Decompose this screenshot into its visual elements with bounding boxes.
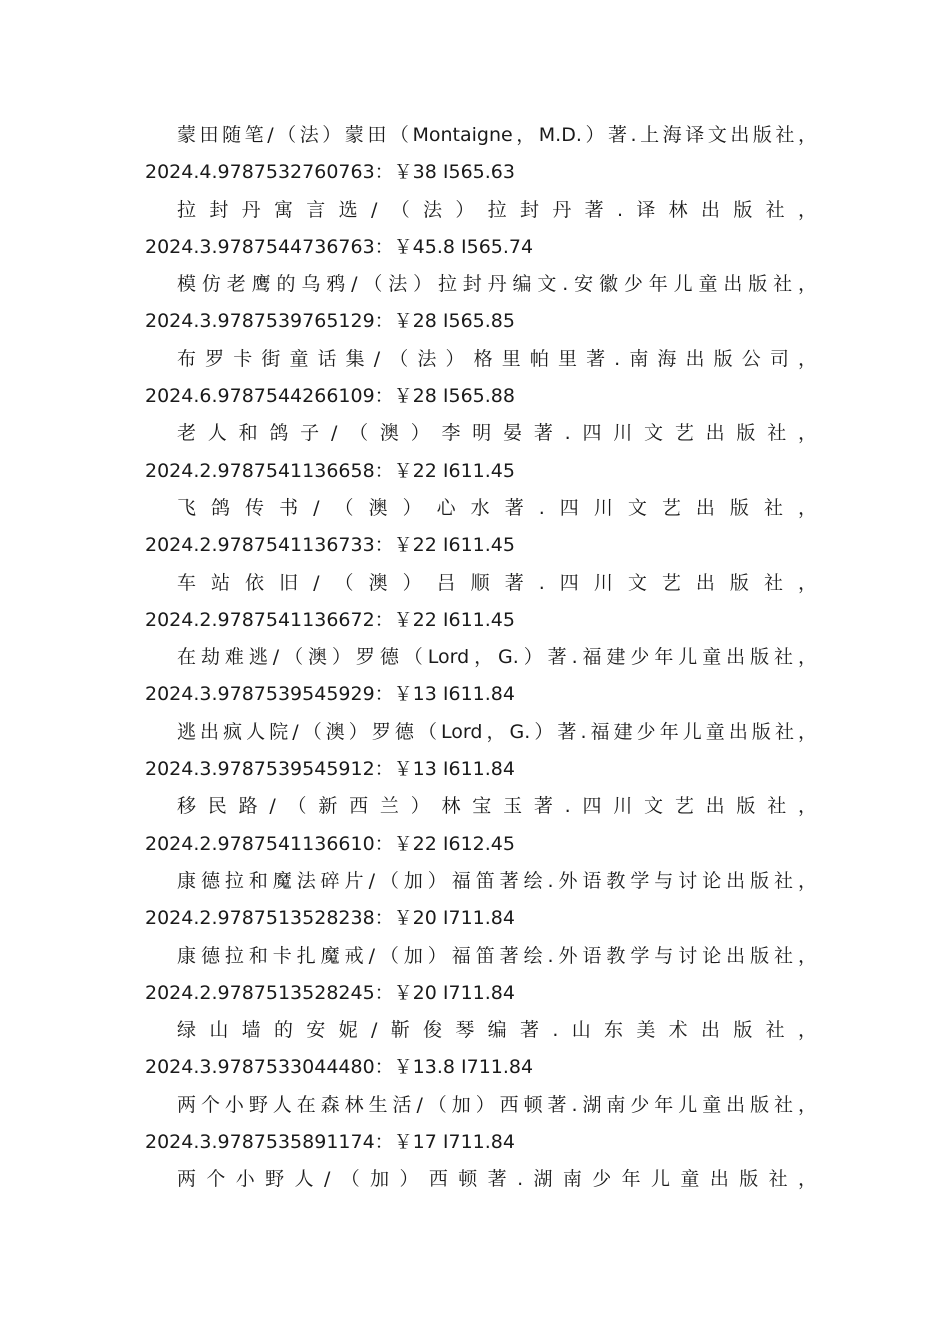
- entry-detail-line: 2024.3.9787533044480：￥13.8 I711.84: [145, 1056, 534, 1079]
- catalog-entry: [145, 714, 817, 789]
- entry-detail-line: 2024.4.9787532760763：￥38 I565.63: [145, 161, 515, 184]
- entry-title-line: 车站依旧/（澳）吕顺著.四川文艺出版社，: [177, 571, 817, 594]
- entry-title-line: 康德拉和魔法碎片/（加）福笛著绘.外语教学与讨论出版社，: [177, 869, 817, 892]
- catalog-entry: [145, 639, 817, 714]
- catalog-entry: [145, 1161, 817, 1198]
- catalog-entry: [145, 938, 817, 1013]
- entry-title-line: 布罗卡街童话集/（法）格里帕里著.南海出版公司，: [177, 347, 817, 370]
- entry-title-line: 在劫难逃/（澳）罗德（Lord，G.）著.福建少年儿童出版社，: [177, 646, 817, 669]
- entry-detail-line: 2024.2.9787513528245：￥20 I711.84: [145, 981, 515, 1004]
- entry-title-line: 康德拉和卡扎魔戒/（加）福笛著绘.外语教学与讨论出版社，: [177, 944, 817, 967]
- entry-title-line: 两个小野人在森林生活/（加）西顿著.湖南少年儿童出版社，: [177, 1093, 817, 1116]
- entry-title-line: 飞鸽传书/（澳）心水著.四川文艺出版社，: [177, 496, 817, 519]
- catalog-entry: [145, 565, 817, 640]
- catalog-entry: [145, 117, 817, 192]
- entry-detail-line: 2024.2.9787541136610：￥22 I612.45: [145, 832, 515, 855]
- entry-title-line: 移民路/（新西兰）林宝玉著.四川文艺出版社，: [177, 795, 817, 818]
- entry-title-line: 老人和鸽子/（澳）李明晏著.四川文艺出版社，: [177, 422, 817, 445]
- catalog-entries: [145, 117, 817, 1199]
- entry-detail-line: 2024.6.9787544266109：￥28 I565.88: [145, 385, 515, 408]
- entry-title-line: 模仿老鹰的乌鸦/（法）拉封丹编文.安徽少年儿童出版社，: [177, 273, 817, 296]
- entry-detail-line: 2024.3.9787539545929：￥13 I611.84: [145, 683, 515, 706]
- catalog-entry: [145, 415, 817, 490]
- catalog-entry: [145, 192, 817, 267]
- entry-title-line: 逃出疯人院/（澳）罗德（Lord，G.）著.福建少年儿童出版社，: [177, 720, 817, 743]
- entry-detail-line: 2024.3.9787544736763：￥45.8 I565.74: [145, 235, 534, 258]
- entry-detail-line: 2024.2.9787541136672：￥22 I611.45: [145, 608, 515, 631]
- entry-title-line: 蒙田随笔/（法）蒙田（Montaigne，M.D.）著.上海译文出版社，: [177, 124, 817, 146]
- catalog-entry: [145, 490, 817, 565]
- entry-title-line: 拉封丹寓言选/（法）拉封丹著.译林出版社，: [177, 198, 817, 221]
- catalog-entry: [145, 788, 817, 863]
- entry-title-line: 绿山墙的安妮/靳俊琴编著.山东美术出版社，: [177, 1019, 817, 1042]
- entry-detail-line: 2024.3.9787539765129：￥28 I565.85: [145, 310, 515, 333]
- catalog-entry: [145, 1087, 817, 1162]
- entry-detail-line: 2024.3.9787535891174：￥17 I711.84: [145, 1131, 515, 1154]
- entry-title-line: 两个小野人/（加）西顿著.湖南少年儿童出版社，: [177, 1168, 817, 1191]
- entry-detail-line: 2024.3.9787539545912：￥13 I611.84: [145, 758, 515, 781]
- entry-detail-line: 2024.2.9787541136733：￥22 I611.45: [145, 534, 515, 557]
- catalog-entry: [145, 266, 817, 341]
- catalog-entry: [145, 1012, 817, 1087]
- catalog-entry: [145, 863, 817, 938]
- entry-detail-line: 2024.2.9787513528238：￥20 I711.84: [145, 907, 515, 930]
- entry-detail-line: 2024.2.9787541136658：￥22 I611.45: [145, 459, 515, 482]
- catalog-entry: [145, 341, 817, 416]
